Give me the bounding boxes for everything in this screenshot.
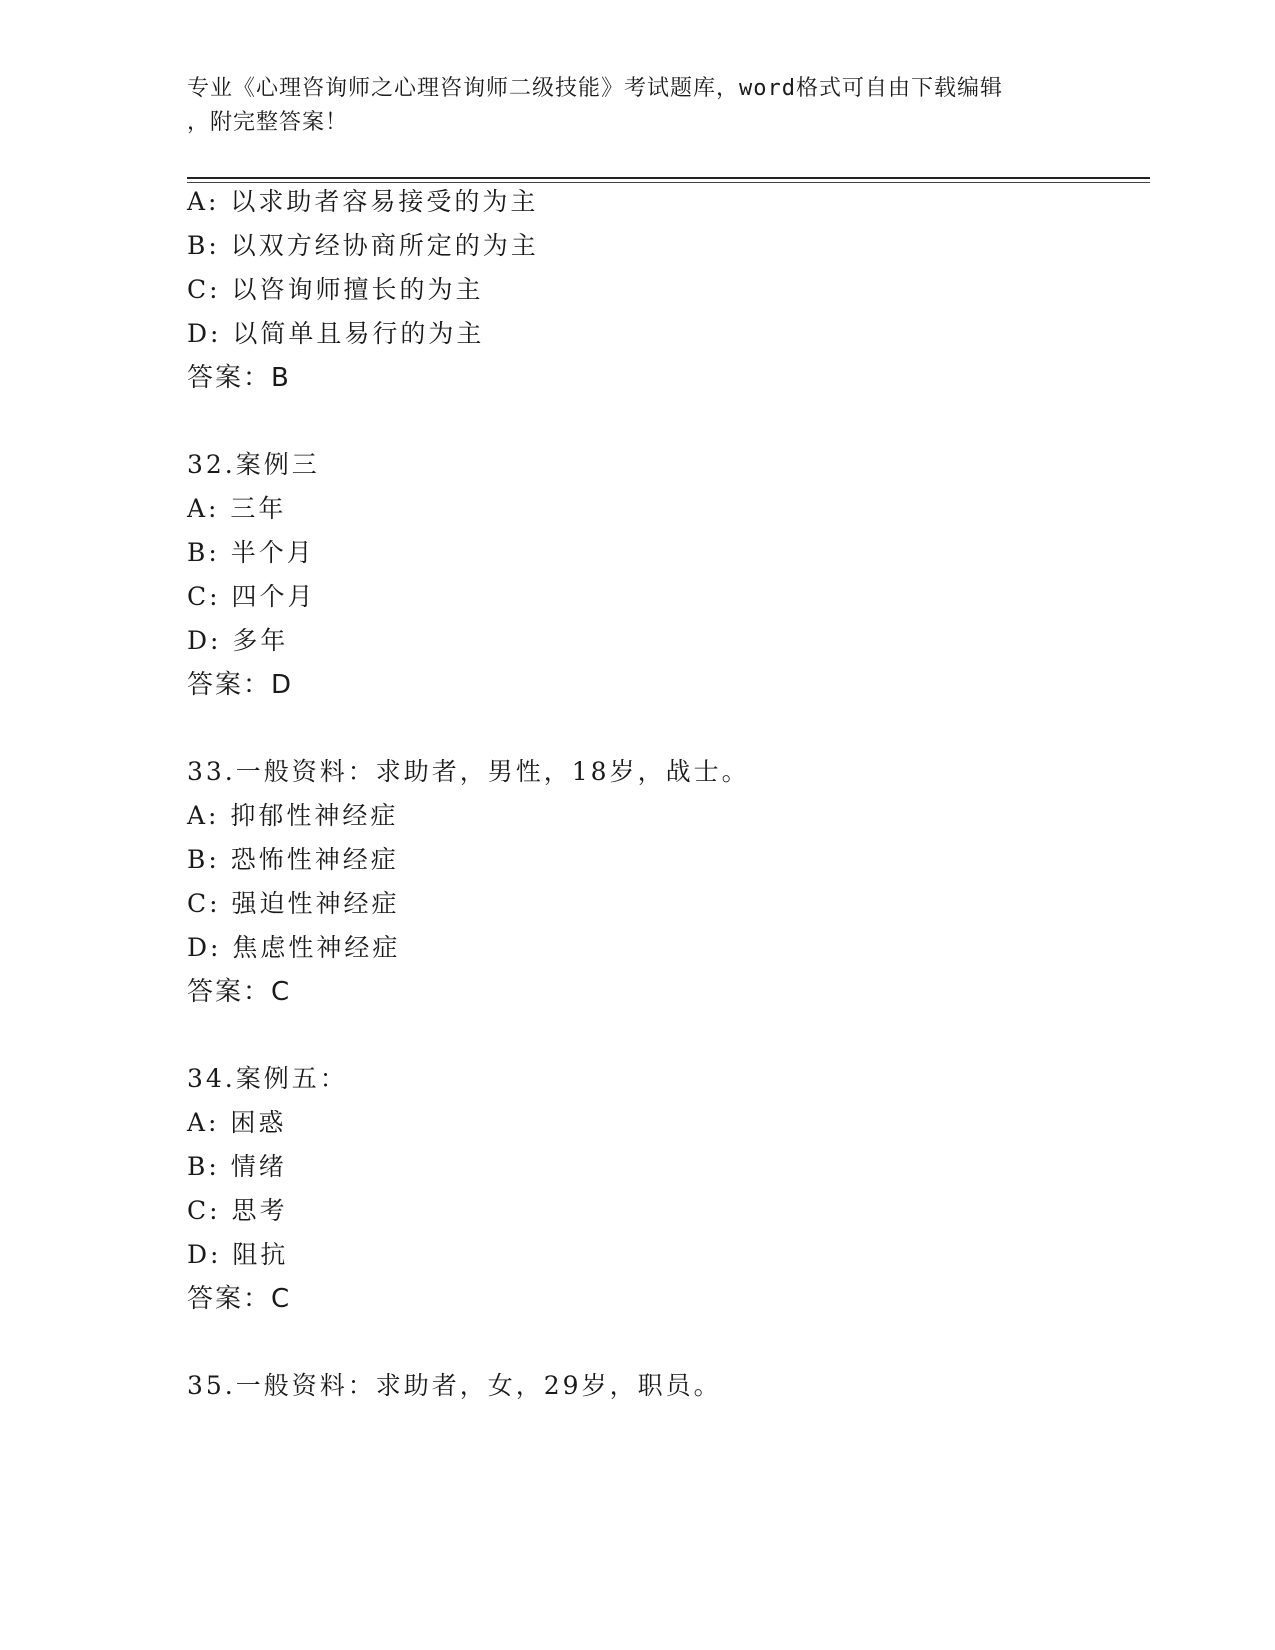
q33-option-b: B: 恐怖性神经症 — [187, 845, 399, 874]
q33-answer: 答案：C — [187, 977, 292, 1007]
q31-option-c: C: 以咨询师擅长的为主 — [187, 275, 484, 304]
q32-option-b: B: 半个月 — [187, 538, 315, 567]
header-divider-thick — [187, 177, 1150, 179]
header-title-line2: ，附完整答案！ — [187, 110, 349, 135]
q32-answer: 答案：D — [187, 670, 294, 700]
q31-answer: 答案：B — [187, 363, 291, 393]
q32-option-a: A: 三年 — [187, 494, 287, 523]
q34-stem: 34.案例五： — [187, 1064, 348, 1093]
q34-option-b: B: 情绪 — [187, 1152, 287, 1181]
header-divider-thin — [187, 182, 1150, 183]
document-header — [187, 72, 1087, 140]
header-title-line1: 专业《心理咨询师之心理咨询师二级技能》考试题库，word格式可自由下载编辑 — [187, 76, 1003, 101]
q35-stem: 35.一般资料：求助者，女，29岁，职员。 — [187, 1371, 722, 1400]
q33-option-c: C: 强迫性神经症 — [187, 889, 400, 918]
q34-option-a: A: 困惑 — [187, 1108, 287, 1137]
q32-stem: 32.案例三 — [187, 450, 320, 479]
q32-option-d: D: 多年 — [187, 626, 289, 655]
q32-option-c: C: 四个月 — [187, 582, 316, 611]
q34-option-d: D: 阻抗 — [187, 1240, 289, 1269]
q33-option-d: D: 焦虑性神经症 — [187, 933, 401, 962]
q31-option-d: D: 以简单且易行的为主 — [187, 319, 485, 348]
q34-option-c: C: 思考 — [187, 1196, 288, 1225]
q34-answer: 答案：C — [187, 1284, 292, 1314]
q33-stem: 33.一般资料：求助者，男性，18岁，战士。 — [187, 757, 750, 786]
q31-option-b: B: 以双方经协商所定的为主 — [187, 231, 539, 260]
q33-option-a: A: 抑郁性神经症 — [187, 801, 399, 830]
q31-option-a: A: 以求助者容易接受的为主 — [187, 187, 539, 216]
